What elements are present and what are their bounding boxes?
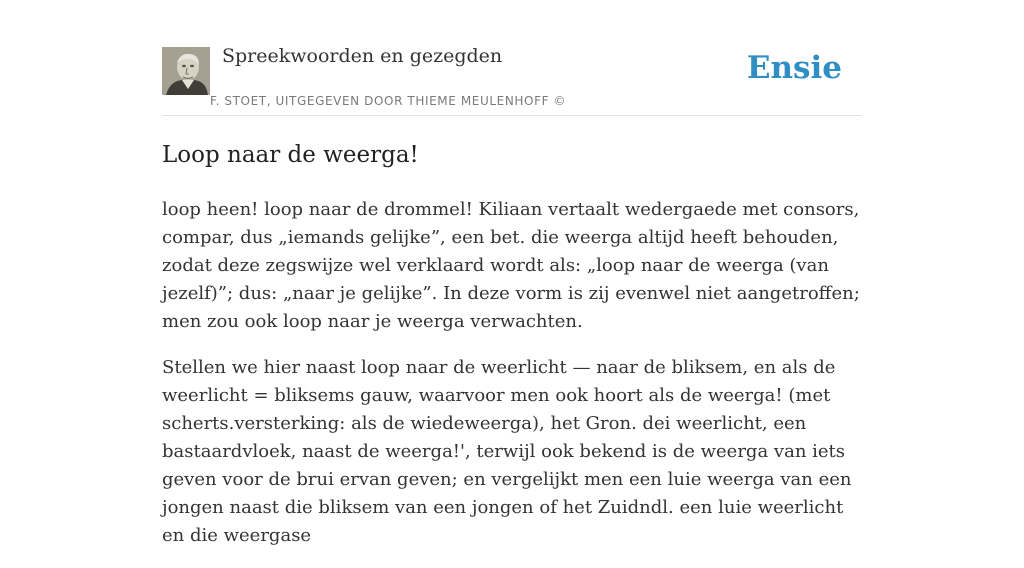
author-portrait-icon <box>162 47 210 95</box>
entry-content <box>162 140 862 568</box>
entry-paragraph: loop heen! loop naar de drommel! Kiliaan vertaalt wedergaede met consors, compar, dus „iemands gelijke”, een bet. die weerga altijd heeft behouden, zodat deze zegswijze wel verklaard wordt als: „loop naar de weerga (van jezelf)”; dus: „naar je gelijke”. In deze vorm is zij evenwel niet aangetroffen; men zou ook loop naar je weerga verwachten. <box>162 199 860 332</box>
ensie-logo[interactable]: Ensie <box>746 50 842 86</box>
source-header <box>162 40 862 116</box>
entry-paragraph: Stellen we hier naast loop naar de weerlicht — naar de bliksem, en als de weerlicht = bliksems gauw, waarvoor men ook hoort als de weerga! (met scherts.versterking: als de wiedeweerga), het Gron. dei weerlicht, een bastaardvloek, naast de weerga!', terwijl ook bekend is de weerga van iets geven voor de brui ervan geven; en vergelijkt men een luie weerga van een jongen naast die bliksem van een jongen of het Zuidndl. een luie weerlicht en die weergase <box>162 357 852 546</box>
source-title[interactable]: Spreekwoorden en gezegden <box>222 45 503 67</box>
entry-title: Loop naar de weerga! <box>162 142 419 168</box>
source-credit: F. STOET, UITGEGEVEN DOOR THIEME MEULENHOFF © <box>210 94 567 108</box>
author-avatar[interactable] <box>162 47 210 95</box>
